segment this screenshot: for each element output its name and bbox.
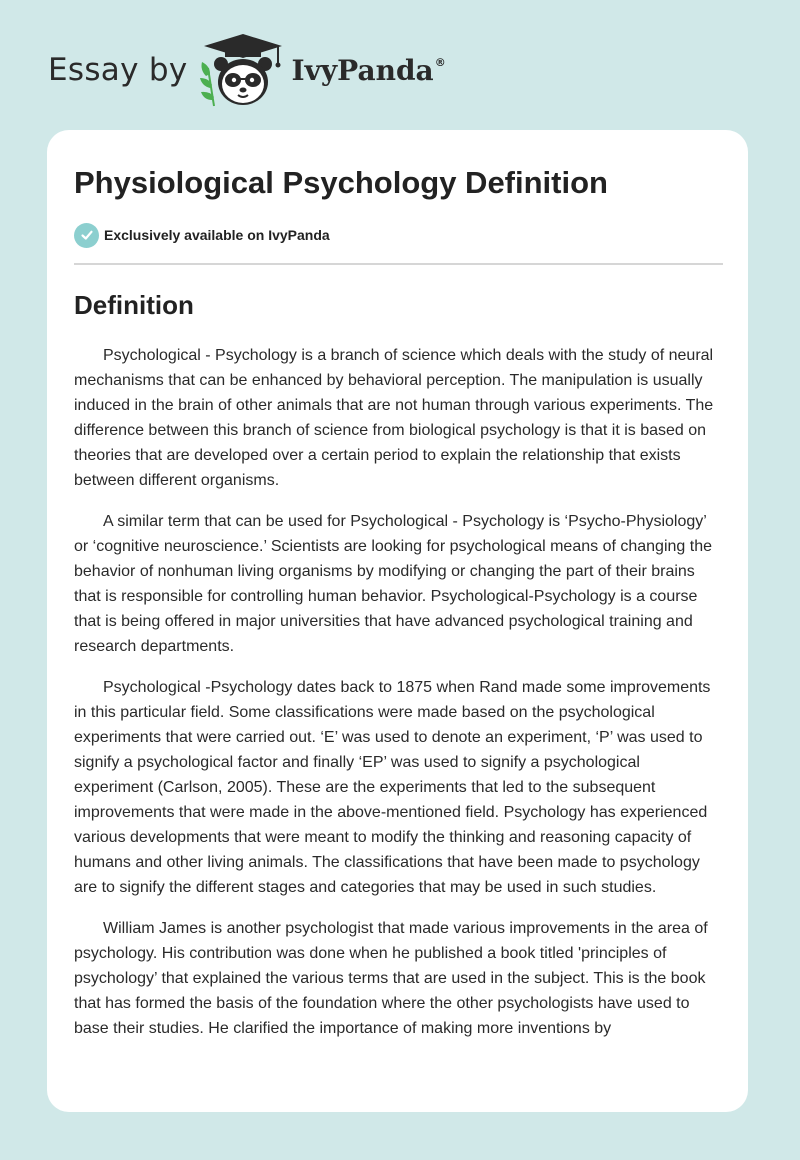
paragraph: Psychological -Psychology dates back to 1875 when Rand made some improvements in this particular field. Some classifications were made based on the psychological experiments that were carried out. ‘E’ was used to denote an experiment, ‘P’ was used to signify a psychological factor and finally ‘EP’ was used to signify a psychological experiment (Carlson, 2005). These are the experiments that led to the subsequent improvements that were made in the above-mentioned field. Psychology has experienced various developments that were meant to modify the thinking and reasoning capacity of humans and other living animals. The classifications that have been made to psychology are to signify the different stages and categories that may be used in such studies. (74, 679, 711, 896)
page-title: Physiological Psychology Definition (74, 165, 608, 200)
exclusive-label: Exclusively available on IvyPanda (104, 227, 330, 243)
paragraph: A similar term that can be used for Psychological - Psychology is ‘Psycho-Physiology’ or ‘cognitive neuroscience.’ Scientists are looking for psychological means of changing the behavior of nonhuman living organisms by modifying or changing the part of their brains that is responsible for controlling human behavior. Psychological-Psychology is a course that is being offered in major universities that have advanced psychological training and research departments. (74, 513, 712, 655)
paragraph: William James is another psychologist that made various improvements in the area of psychology. His contribution was done when he published a book titled 'principles of psychology’ that explained the various terms that are used in the subject. This is the book that has formed the basis of the foundation where the other psychologists have used to base their studies. He clarified the importance of making more inventions by (74, 920, 708, 1037)
registered-mark: ® (434, 55, 446, 69)
divider (74, 263, 723, 265)
check-icon (74, 223, 99, 248)
section-heading: Definition (74, 290, 194, 320)
essay-card (47, 130, 748, 1112)
brand-header[interactable] (48, 30, 446, 110)
panda-logo-icon (198, 30, 288, 110)
brand-name-text: IvyPanda (291, 53, 434, 87)
brand-name (292, 54, 446, 87)
essay-by-label: Essay by (48, 52, 188, 88)
paragraph: Psychological - Psychology is a branch of science which deals with the study of neural mechanisms that can be enhanced by behavioral perception. The manipulation is usually induced in the brain of other animals that are not human through various experiments. The difference between this branch of science from biological psychology is that it is based on theories that are developed over a certain period to explain the relationship that exists between different organisms. (74, 347, 714, 489)
exclusive-badge (74, 222, 722, 248)
